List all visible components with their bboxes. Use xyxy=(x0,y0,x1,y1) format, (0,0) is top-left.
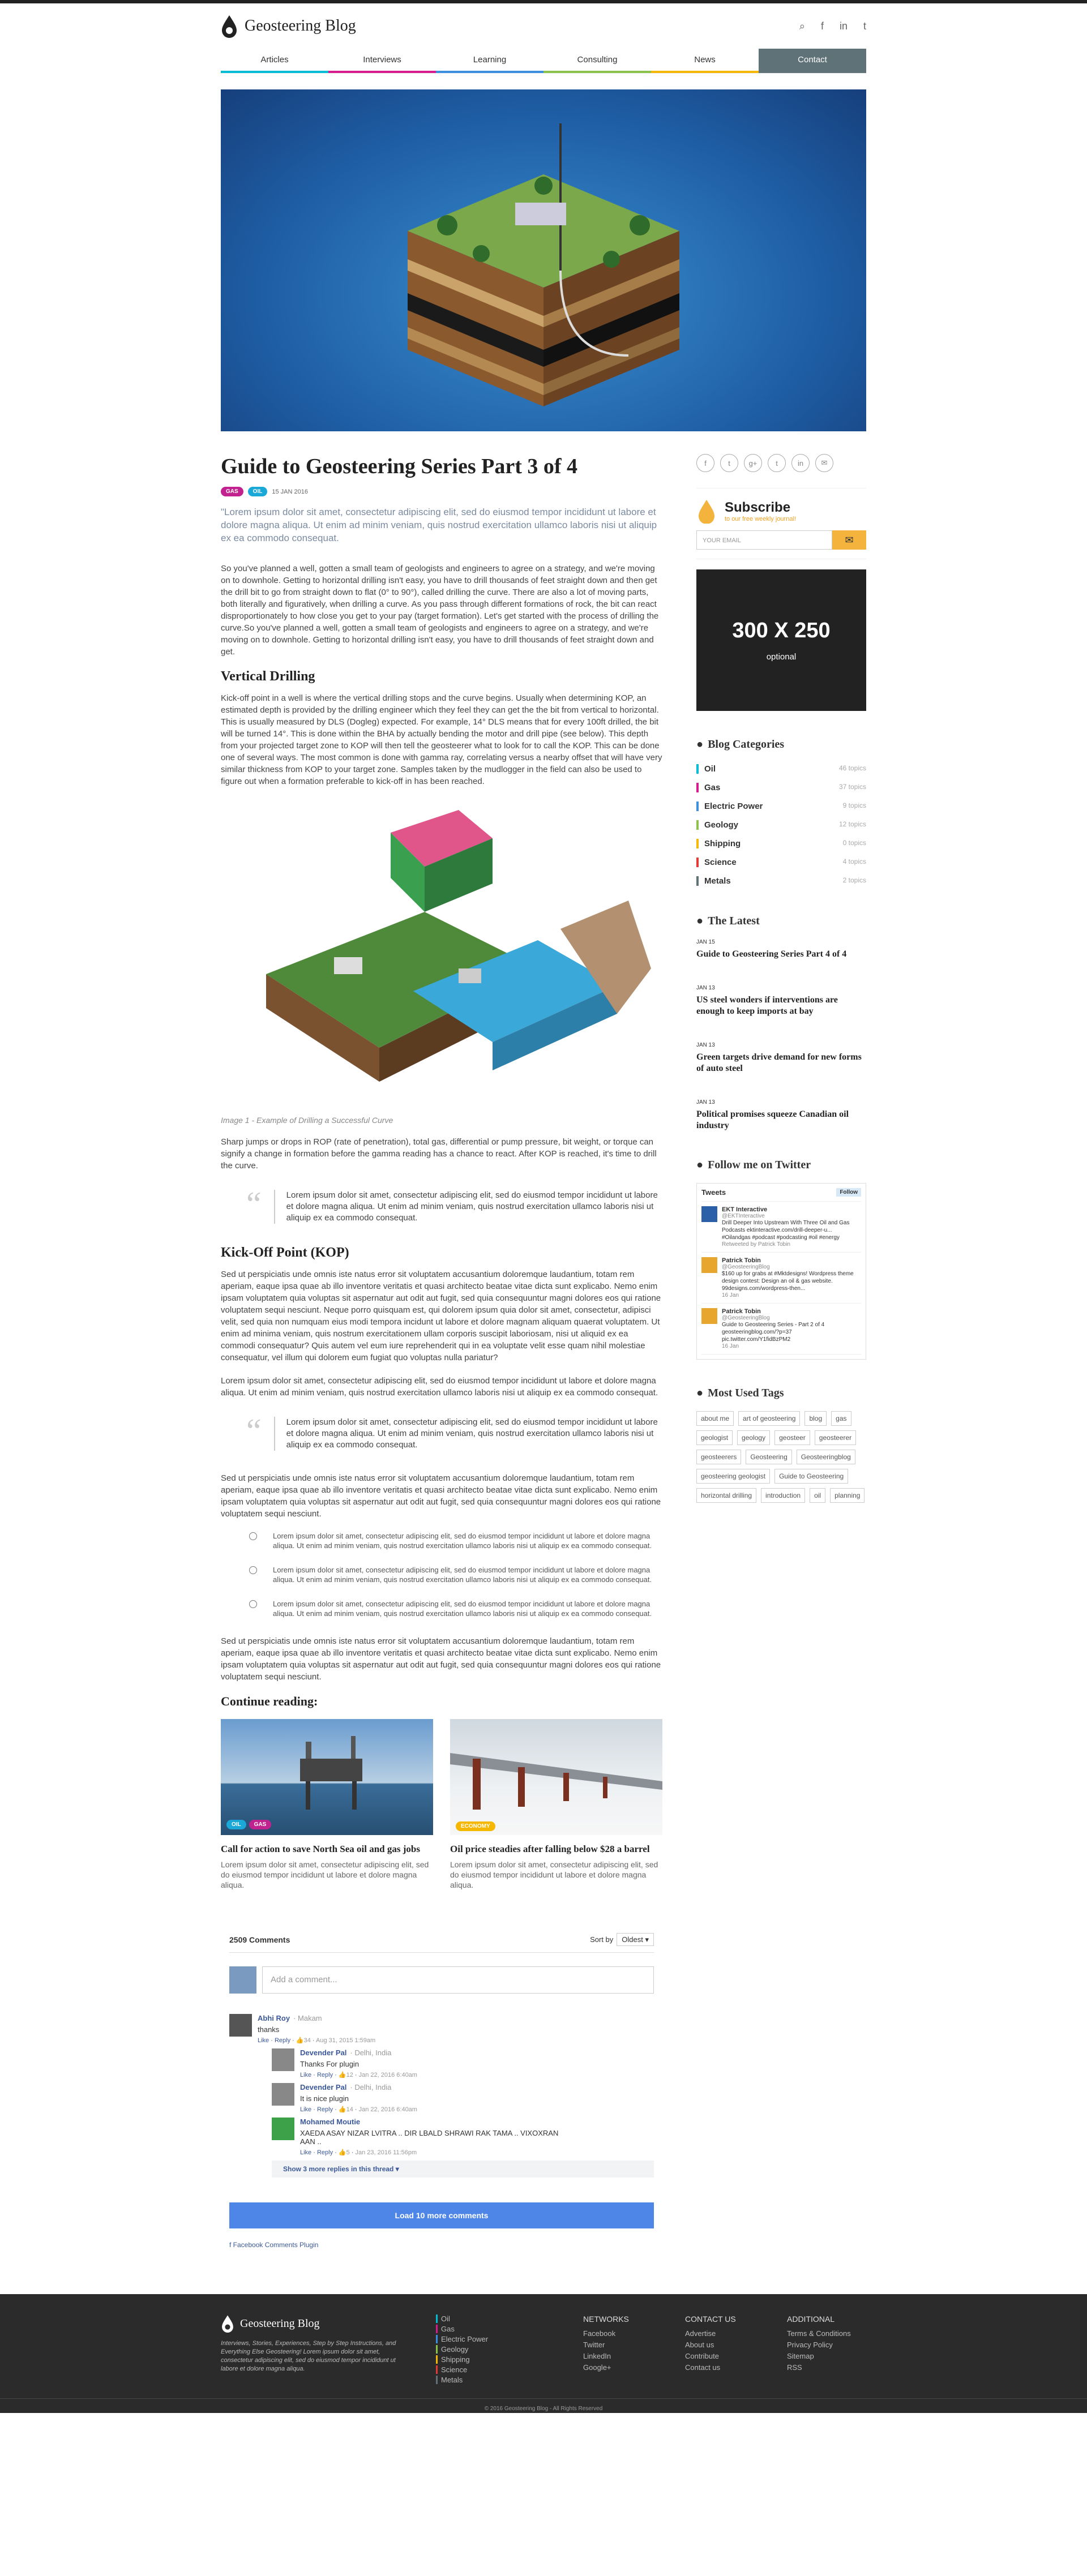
footer-category-link[interactable]: Shipping xyxy=(436,2355,504,2364)
subscribe-widget xyxy=(696,488,866,559)
commenter-location: · Delhi, India xyxy=(350,2048,392,2057)
tag[interactable]: about me xyxy=(696,1411,734,1426)
avatar xyxy=(272,2118,294,2140)
category-count: 4 topics xyxy=(842,858,866,865)
related-card[interactable] xyxy=(221,1719,433,1890)
tag[interactable]: oil xyxy=(810,1488,825,1503)
drop-icon: ● xyxy=(696,915,704,927)
tag[interactable]: art of geosteering xyxy=(738,1411,800,1426)
paragraph: Sharp jumps or drops in ROP (rate of penetration), total gas, differential or pump pressure, bit weight, or torque can signify a change in formation before the gamma reading has a chance to react. After KOP is reached, it's time to drill the curve. xyxy=(221,1137,657,1171)
blockquote xyxy=(246,1412,662,1451)
footer-network-link[interactable]: Facebook xyxy=(583,2329,616,2338)
commenter-name[interactable]: Mohamed Moutie xyxy=(300,2118,361,2126)
tags-title: Most Used Tags xyxy=(708,1387,784,1399)
like-count: 14 xyxy=(346,2106,353,2113)
post-title: Guide to Geosteering Series Part 3 of 4 xyxy=(221,455,578,478)
commenter-name[interactable]: Devender Pal xyxy=(300,2048,347,2057)
thumbs-up-icon: 👍 xyxy=(338,2149,346,2156)
footer-category-link[interactable]: Gas xyxy=(436,2325,504,2333)
card-excerpt: Lorem ipsum dolor sit amet, consectetur adipiscing elit, sed do eiusmod tempor incididunt ut labore et dolore magna aliqua. xyxy=(221,1860,429,1889)
tweet[interactable] xyxy=(701,1202,861,1253)
additional-title: ADDITIONAL xyxy=(787,2314,835,2324)
comment-time[interactable]: Jan 22, 2016 6:40am xyxy=(358,2072,417,2078)
tumblr-share-icon[interactable]: t xyxy=(768,454,786,472)
tweet-text: $160 up for grabs at #Mktdesigns! Wordpress theme design contest: Design an oil & gas website. 99designs.com/wordpress-then... xyxy=(722,1271,854,1292)
quote-mark-icon: “ xyxy=(246,1185,262,1223)
reply-link[interactable]: Reply xyxy=(316,2106,333,2113)
tweet-handle: @GeosteeringBlog xyxy=(722,1264,770,1270)
facebook-icon[interactable]: f xyxy=(820,20,824,32)
footer-contact-link[interactable]: Contact us xyxy=(685,2363,721,2372)
main-nav xyxy=(221,49,866,74)
related-card[interactable] xyxy=(450,1719,662,1890)
like-link[interactable]: Like xyxy=(300,2106,312,2113)
latest-title-link[interactable]: Green targets drive demand for new forms of auto steel xyxy=(696,1052,862,1073)
reply-link[interactable]: Reply xyxy=(316,2149,333,2156)
tag[interactable]: introduction xyxy=(761,1488,805,1503)
nav-learning[interactable]: Learning xyxy=(436,49,544,73)
comment-text: thanks xyxy=(258,2025,280,2034)
category-item[interactable] xyxy=(696,875,866,888)
nav-articles[interactable]: Articles xyxy=(221,49,328,73)
category-item[interactable] xyxy=(696,781,866,794)
list-item xyxy=(249,1565,662,1584)
footer-contact-link[interactable]: Contribute xyxy=(685,2352,719,2360)
bullet-list xyxy=(249,1531,662,1618)
reply-link[interactable]: Reply xyxy=(274,2037,291,2044)
show-more-replies[interactable]: Show 3 more replies in this thread ▾ xyxy=(272,2161,654,2178)
image-caption: Image 1 - Example of Drilling a Successful Curve xyxy=(221,1116,393,1125)
linkedin-icon[interactable]: in xyxy=(839,20,848,32)
footer-additional-link[interactable]: RSS xyxy=(787,2363,802,2372)
subscribe-subtitle: to our free weekly journal! xyxy=(725,516,796,522)
copyright: © 2016 Geosteering Blog - All Rights Reserved xyxy=(0,2398,1087,2412)
drop-icon: ● xyxy=(696,738,704,751)
quote-mark-icon: “ xyxy=(246,1412,262,1450)
like-count: 5 xyxy=(346,2149,350,2156)
drilling-curve-illustration xyxy=(221,799,662,1116)
tweet-meta: 16 Jan xyxy=(722,1343,739,1349)
commenter-name[interactable]: Abhi Roy xyxy=(258,2014,290,2022)
category-count: 9 topics xyxy=(842,801,866,809)
tweets-label: Tweets xyxy=(701,1188,726,1197)
category-name: Shipping xyxy=(696,839,741,848)
category-list xyxy=(696,762,866,888)
footer-category-link[interactable]: Electric Power xyxy=(436,2335,504,2343)
ad-note: optional xyxy=(766,652,797,662)
tweet[interactable] xyxy=(701,1304,861,1355)
like-count: 34 xyxy=(303,2037,311,2044)
quote-text: Lorem ipsum dolor sit amet, consectetur adipiscing elit, sed do eiusmod tempor incididunt ut labore et dolore magna aliqua. Ut enim ad minim veniam, quis nostrud exercitation ullamco laboris nisi ut aliquip ex ea commodo consequat. xyxy=(274,1417,662,1451)
tag[interactable]: horizontal drilling xyxy=(696,1488,756,1503)
paragraph: Sed ut perspiciatis unde omnis iste natus error sit voluptatem accusantium doloremque laudantium, totam rem aperiam, eaque ipsa quae ab illo inventore veritatis et quasi architecto beatae vitae dicta sunt explicabo. Nemo enim ipsam voluptatem quia voluptas sit aspernatur aut odit aut fugit, sed quia consequuntur magni dolores eos qui ratione voluptatem sequi nesciunt. xyxy=(221,1473,661,1519)
badge-economy[interactable]: ECONOMY xyxy=(456,1821,495,1831)
thumbs-up-icon: 👍 xyxy=(338,2072,346,2078)
blockquote xyxy=(246,1185,662,1224)
latest-item[interactable] xyxy=(696,1099,866,1131)
tweet-handle: @GeosteeringBlog xyxy=(722,1315,770,1321)
like-link[interactable]: Like xyxy=(300,2149,312,2156)
category-item[interactable] xyxy=(696,800,866,813)
site-logo[interactable] xyxy=(221,14,356,38)
footer-contact-link[interactable]: Advertise xyxy=(685,2329,716,2338)
latest-item[interactable] xyxy=(696,985,866,1017)
search-icon[interactable]: ⌕ xyxy=(799,20,805,32)
comment-text: XAEDA ASAY NIZAR LVITRA .. DIR LBALD SHRAWI RAK TAMA .. VIXOXRAN AAN .. xyxy=(300,2129,559,2146)
tag[interactable]: Geosteeringblog xyxy=(797,1450,855,1464)
comment: Abhi Roy · Makam thanks Like · Reply · 👍34 · Aug 31, 2015 1:59am xyxy=(229,2014,654,2044)
card-title[interactable]: Call for action to save North Sea oil and gas jobs xyxy=(221,1844,420,1854)
geology-cube-illustration xyxy=(221,89,866,431)
category-name: Gas xyxy=(696,783,720,792)
category-item[interactable] xyxy=(696,762,866,775)
nav-news[interactable]: News xyxy=(651,49,759,73)
comment-text: Thanks For plugin xyxy=(300,2060,360,2068)
commenter-location: · Delhi, India xyxy=(350,2083,392,2091)
tag[interactable]: geology xyxy=(737,1430,770,1445)
comments-section xyxy=(221,1935,662,2249)
tag[interactable]: geosteerer xyxy=(815,1430,856,1445)
nav-contact[interactable]: Contact xyxy=(759,49,866,73)
commenter-name[interactable]: Devender Pal xyxy=(300,2083,347,2091)
tweet-author[interactable]: EKT Interactive xyxy=(722,1206,768,1213)
email-share-icon[interactable]: ✉ xyxy=(815,454,833,472)
latest-item[interactable] xyxy=(696,939,866,960)
latest-title-link[interactable]: Guide to Geosteering Series Part 4 of 4 xyxy=(696,949,847,959)
latest-date: JAN 15 xyxy=(696,939,715,945)
card-excerpt: Lorem ipsum dolor sit amet, consectetur adipiscing elit, sed do eiusmod tempor incididunt ut labore et dolore magna aliqua. xyxy=(450,1860,658,1889)
tag[interactable]: geosteerers xyxy=(696,1450,741,1464)
category-count: 37 topics xyxy=(838,783,866,791)
comment-time[interactable]: Jan 23, 2016 11:56pm xyxy=(355,2149,417,2156)
nav-consulting[interactable]: Consulting xyxy=(544,49,651,73)
share-buttons xyxy=(696,454,866,472)
post-date: 15 JAN 2016 xyxy=(272,488,308,495)
latest-date: JAN 13 xyxy=(696,1042,715,1048)
drop-icon: ● xyxy=(696,1159,704,1171)
site-footer xyxy=(0,2294,1087,2413)
sort-select[interactable]: Oldest ▾ xyxy=(617,1933,654,1946)
latest-date: JAN 13 xyxy=(696,1099,715,1105)
section-heading-kickoff: Kick-Off Point (KOP) xyxy=(221,1245,349,1260)
footer-categories xyxy=(436,2314,504,2386)
drop-logo-icon xyxy=(221,2314,234,2333)
avatar xyxy=(272,2083,294,2106)
envelope-icon: ✉ xyxy=(845,534,854,546)
category-count: 0 topics xyxy=(842,839,866,847)
latest-title-link[interactable]: Political promises squeeze Canadian oil industry xyxy=(696,1109,849,1130)
comment-count: 2509 Comments xyxy=(229,1935,290,1944)
paragraph: Sed ut perspiciatis unde omnis iste natus error sit voluptatem accusantium doloremque laudantium, totam rem aperiam, eaque ipsa quae ab illo inventore veritatis et quasi architecto beatae vitae dicta sunt explicabo. Nemo enim ipsam voluptatem quia voluptas sit aspernatur aut odit aut fugit, sed quia consequuntur magni dolores eos qui ratione voluptatem sequi nesciunt. Neque porro quisquam est, qui dolorem ipsum quia dolor sit amet, consectetur, adipisci velit, sed quia non numquam eius modi tempora incidunt ut labore et dolore magnam aliquam quaerat voluptatem. Ut enim ad minima veniam, quis nostrum exercitationem ullam corporis suscipit laboriosam, nisi ut aliquid ex ea commodi consequatur? Quis autem vel eum iure reprehenderit qui in ea voluptate velit esse quam nihil molestiae consequatur, vel illum qui dolorem eum fugiat quo voluptas nulla pariatur? xyxy=(221,1270,661,1362)
badge-gas[interactable]: GAS xyxy=(249,1820,272,1829)
category-count: 12 topics xyxy=(838,820,866,828)
facebook-share-icon[interactable]: f xyxy=(696,454,714,472)
tweet-meta: Retweeted by Patrick Tobin xyxy=(722,1241,790,1248)
tweet-author[interactable]: Patrick Tobin xyxy=(722,1257,761,1264)
avatar xyxy=(272,2048,294,2071)
article xyxy=(221,454,662,2249)
continue-reading-heading: Continue reading: xyxy=(221,1694,318,1708)
hero-image xyxy=(221,89,866,431)
site-header xyxy=(221,3,866,49)
avatar xyxy=(229,1966,256,1994)
footer-category-link[interactable]: Science xyxy=(436,2365,504,2374)
reply-comment: Devender Pal · Delhi, India Thanks For plugin Like · Reply · 👍12 · Jan 22, 2016 6:40am xyxy=(272,2048,654,2078)
latest-item[interactable] xyxy=(696,1042,866,1074)
category-name: Science xyxy=(696,858,737,867)
twitter-icon[interactable]: t xyxy=(863,20,866,32)
list-item-text: Lorem ipsum dolor sit amet, consectetur adipiscing elit, sed do eiusmod tempor incididunt ut labore et dolore magna aliqua. Ut enim ad minim veniam, quis nostrud exercitation ullamco laboris nisi ut aliquip ex ea commodo consequat. xyxy=(273,1566,652,1584)
nav-interviews[interactable]: Interviews xyxy=(328,49,436,73)
tag[interactable]: Guide to Geosteering xyxy=(774,1469,848,1484)
list-item xyxy=(249,1531,662,1550)
footer-additional-link[interactable]: Terms & Conditions xyxy=(787,2329,851,2338)
tag[interactable]: geosteering geologist xyxy=(696,1469,770,1484)
tag[interactable]: gas xyxy=(831,1411,851,1426)
like-count: 12 xyxy=(346,2072,353,2078)
tag[interactable]: planning xyxy=(830,1488,865,1503)
site-name: Geosteering Blog xyxy=(245,17,356,35)
ad-size: 300 X 250 xyxy=(732,619,831,642)
paragraph: Lorem ipsum dolor sit amet, consectetur adipiscing elit, sed do eiusmod tempor incididunt ut labore et dolore magna aliqua. Ut enim ad minim veniam, quis nostrud exercitation ullamco laboris nisi ut aliquip ex ea commodo consequat. xyxy=(221,1376,658,1398)
contact-title: CONTACT US xyxy=(685,2314,736,2324)
like-link[interactable]: Like xyxy=(258,2037,269,2044)
footer-contact-link[interactable]: About us xyxy=(685,2341,714,2349)
footer-additional-link[interactable]: Sitemap xyxy=(787,2352,814,2360)
footer-network-link[interactable]: LinkedIn xyxy=(583,2352,611,2360)
comment-input[interactable]: Add a comment... xyxy=(262,1966,654,1994)
section-heading-vertical: Vertical Drilling xyxy=(221,669,315,684)
category-name: Metals xyxy=(696,876,731,886)
tweet-author[interactable]: Patrick Tobin xyxy=(722,1308,761,1315)
commenter-location: · Makam xyxy=(293,2014,322,2022)
facebook-icon: f xyxy=(229,2241,233,2249)
footer-network-link[interactable]: Twitter xyxy=(583,2341,605,2349)
sort-label: Sort by xyxy=(590,1935,614,1944)
avatar xyxy=(701,1308,717,1324)
badge-oil[interactable]: OIL xyxy=(226,1820,246,1829)
drop-icon: ● xyxy=(696,1387,704,1399)
category-name: Geology xyxy=(696,820,738,830)
thumbs-up-icon: 👍 xyxy=(338,2106,346,2113)
latest-date: JAN 13 xyxy=(696,985,715,991)
tweet-text: Drill Deeper Into Upstream With Three Oil and Gas Podcasts ektinteractive.com/drill-deeper-u... #Oilandgas #podcast #podcasting #oil #energy xyxy=(722,1220,850,1241)
email-input[interactable]: YOUR EMAIL xyxy=(696,530,832,550)
reply-comment: Mohamed Moutie XAEDA ASAY NIZAR LVITRA .. DIR LBALD SHRAWI RAK TAMA .. VIXOXRAN AAN .. Like · Reply · 👍5 · Jan 23, 2016 11:56pm xyxy=(272,2118,654,2156)
avatar xyxy=(229,2014,252,2037)
comment-time[interactable]: Aug 31, 2015 1:59am xyxy=(316,2037,376,2044)
category-item[interactable] xyxy=(696,856,866,869)
bullet-icon xyxy=(249,1600,257,1608)
latest-title-link[interactable]: US steel wonders if interventions are enough to keep imports at bay xyxy=(696,995,838,1016)
category-count: 46 topics xyxy=(838,764,866,772)
twitter-share-icon[interactable]: t xyxy=(720,454,738,472)
quote-text: Lorem ipsum dolor sit amet, consectetur adipiscing elit, sed do eiusmod tempor incididunt ut labore et dolore magna aliqua. Ut enim ad minim veniam, quis nostrud exercitation ullamco laboris nisi ut aliquip ex ea commodo consequat. xyxy=(274,1190,662,1224)
footer-about: Interviews, Stories, Experiences, Step by Step Instructions, and Everything Else Geosteering! Lorem ipsum dolor sit amet, consectetur adipiscing elit, sed do eiusmod tempor incididunt ut labore et dolore magna aliqua. xyxy=(221,2340,396,2372)
category-count: 2 topics xyxy=(842,876,866,884)
footer-category-link[interactable]: Oil xyxy=(436,2314,504,2323)
linkedin-share-icon[interactable]: in xyxy=(791,454,810,472)
reply-link[interactable]: Reply xyxy=(316,2072,333,2078)
tag[interactable]: Geosteering xyxy=(746,1450,791,1464)
paragraph: Kick-off point in a well is where the vertical drilling stops and the curve begins. Usually when determining KOP, an estimated depth is provided by the drilling engineer which they feel they can get the the bit from vertical to horizontal. This is usually measured by DLS (Dogleg) expected. For example, 14° DLS means that for every 100ft drilled, the bit will be turned 14°. This is done within the BHA by actually bending the motor and drill pipe (see below). This depth from your projected target zone to KOP will then tell the geosteerer what to look for to call the KOP. This can be done one of several ways. The most common is done with gamma ray, correlating versus a nearby offset that will have very similar thickness from KOP to your target zone. Samples taken by the mudlogger in the field can also be used to figure out when a formation preferable to kick-off in has been reached. xyxy=(221,693,662,786)
badge-oil[interactable]: OIL xyxy=(248,487,268,496)
oil-rig-image xyxy=(221,1719,433,1835)
drop-logo-icon xyxy=(221,14,238,38)
googleplus-share-icon[interactable]: g+ xyxy=(744,454,762,472)
bullet-icon xyxy=(249,1532,257,1540)
list-item-text: Lorem ipsum dolor sit amet, consectetur adipiscing elit, sed do eiusmod tempor incididunt ut labore et dolore magna aliqua. Ut enim ad minim veniam, quis nostrud exercitation ullamco laboris nisi ut aliquip ex ea commodo consequat. xyxy=(273,1532,652,1550)
follow-button[interactable]: Follow xyxy=(836,1188,861,1197)
pipeline-image xyxy=(450,1719,662,1835)
twitter-title: Follow me on Twitter xyxy=(708,1159,811,1171)
reply-comment: Devender Pal · Delhi, India It is nice plugin Like · Reply · 👍14 · Jan 22, 2016 6:40am xyxy=(272,2083,654,2113)
thumbs-up-icon: 👍 xyxy=(296,2037,304,2044)
footer-category-link[interactable]: Metals xyxy=(436,2376,504,2384)
footer-network-link[interactable]: Google+ xyxy=(583,2363,611,2372)
ad-placeholder[interactable] xyxy=(696,569,866,711)
categories-title: Blog Categories xyxy=(708,738,785,751)
comment-time[interactable]: Jan 22, 2016 6:40am xyxy=(358,2106,417,2113)
tweet-handle: @EKTInteractive xyxy=(722,1213,765,1219)
category-name: Electric Power xyxy=(696,801,763,811)
facebook-plugin-link[interactable]: Facebook Comments Plugin xyxy=(233,2241,319,2249)
subscribe-submit-button[interactable] xyxy=(832,530,866,550)
avatar xyxy=(701,1257,717,1273)
avatar xyxy=(701,1206,717,1222)
footer-brand[interactable]: Geosteering Blog xyxy=(240,2317,320,2330)
badge-gas[interactable]: GAS xyxy=(221,487,243,496)
networks-title: NETWORKS xyxy=(583,2314,629,2324)
sidebar xyxy=(696,454,866,2249)
category-item[interactable] xyxy=(696,818,866,831)
twitter-widget xyxy=(696,1183,866,1360)
subscribe-drop-icon xyxy=(696,499,717,524)
tag[interactable]: geologist xyxy=(696,1430,733,1445)
post-lead: "Lorem ipsum dolor sit amet, consectetur adipiscing elit, sed do eiusmod tempor incididunt ut labore et dolore magna aliqua. Ut enim ad minim veniam, quis nostrud exercitation ullamco laboris nisi ut aliquip ex ea commodo consequat. xyxy=(221,507,657,543)
tag[interactable]: blog xyxy=(804,1411,827,1426)
list-item xyxy=(249,1599,662,1618)
paragraph: Sed ut perspiciatis unde omnis iste natus error sit voluptatem accusantium doloremque laudantium, totam rem aperiam, eaque ipsa quae ab illo inventore veritatis et quasi architecto beatae vitae dicta sunt explicabo. Nemo enim ipsam voluptatem quia voluptas sit aspernatur aut odit aut fugit, sed quia consequuntur magni dolores eos qui ratione voluptatem sequi nesciunt. xyxy=(221,1636,661,1682)
list-item-text: Lorem ipsum dolor sit amet, consectetur adipiscing elit, sed do eiusmod tempor incididunt ut labore et dolore magna aliqua. Ut enim ad minim veniam, quis nostrud exercitation ullamco laboris nisi ut aliquip ex ea commodo consequat. xyxy=(273,1600,652,1618)
comment-text: It is nice plugin xyxy=(300,2094,349,2103)
tag-cloud xyxy=(696,1411,866,1503)
load-more-comments-button[interactable]: Load 10 more comments xyxy=(229,2202,654,2228)
footer-additional-link[interactable]: Privacy Policy xyxy=(787,2341,833,2349)
tweet-text: Guide to Geosteering Series - Part 2 of 4 geosteeringblog.com/?p=37 pic.twitter.com/Y1fidBzPM2 xyxy=(722,1322,825,1343)
subscribe-title: Subscribe xyxy=(725,500,791,515)
bullet-icon xyxy=(249,1566,257,1574)
like-link[interactable]: Like xyxy=(300,2072,312,2078)
latest-title: The Latest xyxy=(708,915,760,927)
tweet[interactable] xyxy=(701,1253,861,1304)
category-name: Oil xyxy=(696,764,716,774)
card-title[interactable]: Oil price steadies after falling below $28 a barrel xyxy=(450,1844,650,1854)
tweet-meta: 16 Jan xyxy=(722,1292,739,1298)
category-item[interactable] xyxy=(696,837,866,850)
paragraph: So you've planned a well, gotten a small team of geologists and engineers to agree on a strategy, and we're moving on to downhole. Getting to horizontal drilling isn't easy, you have to drill thousands of feet straight down and then get the drill bit to go from straight down to flat (0° to 90°), called drilling the curve. There are also a lot of moving parts, both literally and figuratively, when drilling a curve. As you pass through different formations of rock, the bit can react disproportionately to how close you get to your pay (target formation). Let's get started with the process of drilling the curve.So you've planned a well, gotten a small team of geologists and engineers to agree on a strategy, and we're moving on to downhole. Getting to horizontal drilling isn't easy, you have to drill thousands of feet straight down and get. xyxy=(221,564,659,657)
tag[interactable]: geosteer xyxy=(774,1430,810,1445)
footer-category-link[interactable]: Geology xyxy=(436,2345,504,2354)
